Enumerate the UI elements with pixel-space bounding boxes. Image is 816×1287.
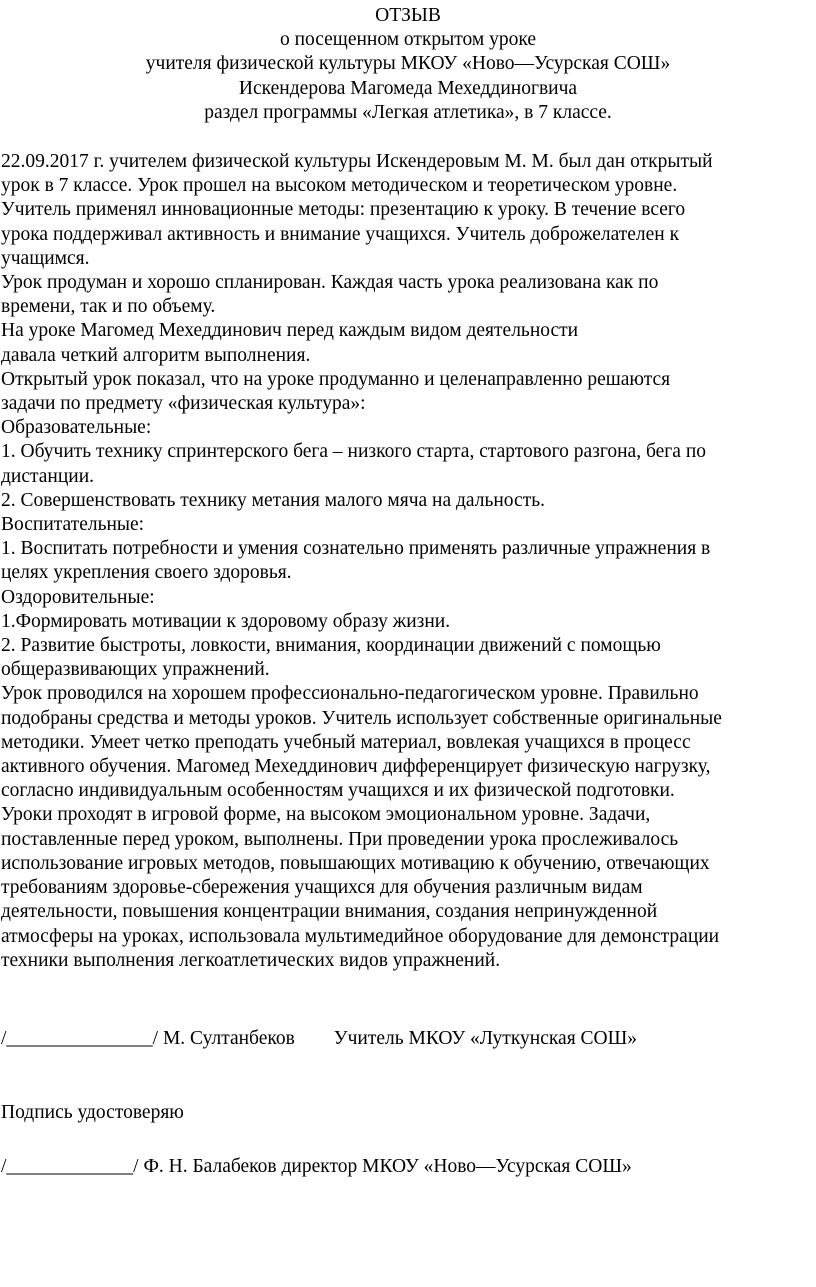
document-body <box>1 150 815 973</box>
body-line: требованиям здоровье-сбережения учащихся для обучения различным видам <box>1 877 643 899</box>
section-heading: Образовательные: <box>1 417 152 439</box>
body-line: На уроке Магомед Мехеддинович перед каждым видом деятельности <box>1 320 579 342</box>
teacher-signature-line: /_______________/ М. Султанбеков Учитель МКОУ «Луткунская СОШ» <box>1 1028 638 1049</box>
header-line: Искендерова Магомеда Мехеддиногвича <box>238 77 578 99</box>
body-line: активного обучения. Магомед Мехеддинович дифференцирует физическую нагрузку, <box>1 756 711 778</box>
body-line: согласно индивидуальным особенностям учащихся и их физической подготовки. <box>1 780 675 802</box>
body-line: дистанции. <box>1 465 95 487</box>
document-header <box>0 4 816 125</box>
body-line: задачи по предмету «физическая культура»: <box>1 393 366 415</box>
header-line: раздел программы «Легкая атлетика», в 7 классе. <box>204 101 612 123</box>
body-line: подобраны средства и методы уроков. Учитель использует собственные оригинальные <box>1 707 722 729</box>
body-line: 2. Развитие быстроты, ловкости, внимания, координации движений с помощью <box>1 635 661 657</box>
body-line: Урок проводился на хорошем профессионально-педагогическом уровне. Правильно <box>1 683 699 705</box>
body-line: 1. Воспитать потребности и умения сознательно применять различные упражнения в <box>1 538 711 560</box>
body-line: техники выполнения легкоатлетических видов упражнений. <box>1 949 501 971</box>
body-line: 1. Обучить технику спринтерского бега – низкого старта, стартового разгона, бега по <box>1 441 706 463</box>
header-line: учителя физической культуры МКОУ «Ново—Усурская СОШ» <box>145 53 671 75</box>
body-line: урока поддерживал активность и внимание учащихся. Учитель доброжелателен к <box>1 223 680 245</box>
section-heading: Оздоровительные: <box>1 586 155 608</box>
body-line: целях укрепления своего здоровья. <box>1 562 292 584</box>
body-line: методики. Умеет четко преподать учебный материал, вовлекая учащихся в процесс <box>1 731 691 753</box>
body-line: учащимся. <box>1 247 90 269</box>
body-line: деятельности, повышения концентрации внимания, создания непринужденной <box>1 901 658 923</box>
body-line: Урок продуман и хорошо спланирован. Каждая часть урока реализована как по <box>1 272 659 294</box>
body-line: давала четкий алгоритм выполнения. <box>1 344 311 366</box>
document-title: ОТЗЫВ <box>375 5 441 26</box>
header-line: о посещенном открытом уроке <box>279 29 537 51</box>
body-line: 22.09.2017 г. учителем физической культуры Искендеровым М. М. был дан открытый <box>1 151 713 172</box>
director-signature-line: /_____________/ Ф. Н. Балабеков директор МКОУ «Ново—Усурская СОШ» <box>1 1156 632 1177</box>
body-line: времени, так и по объему. <box>1 296 216 318</box>
body-line: использование игровых методов, повышающих мотивацию к обучению, отвечающих <box>1 852 710 874</box>
body-line: Уроки проходят в игровой форме, на высоком эмоциональном уровне. Задачи, <box>1 804 651 826</box>
section-heading: Воспитательные: <box>1 514 145 536</box>
body-line: урок в 7 классе. Урок прошел на высоком методическом и теоретическом уровне. <box>1 175 678 197</box>
body-line: общеразвивающих упражнений. <box>1 659 270 681</box>
body-line: Открытый урок показал, что на уроке продуманно и целенаправленно решаются <box>1 368 671 390</box>
body-line: поставленные перед уроком, выполнены. При проведении урока прослеживалось <box>1 828 679 850</box>
certify-label: Подпись удостоверяю <box>1 1102 184 1123</box>
body-line: 2. Совершенствовать технику метания малого мяча на дальность. <box>1 489 545 511</box>
body-line: Учитель применял инновационные методы: презентацию к уроку. В течение всего <box>1 199 686 221</box>
body-line: атмосферы на уроках, использовала мультимедийное оборудование для демонстрации <box>1 925 720 947</box>
body-line: 1.Формировать мотивации к здоровому образу жизни. <box>1 610 451 632</box>
